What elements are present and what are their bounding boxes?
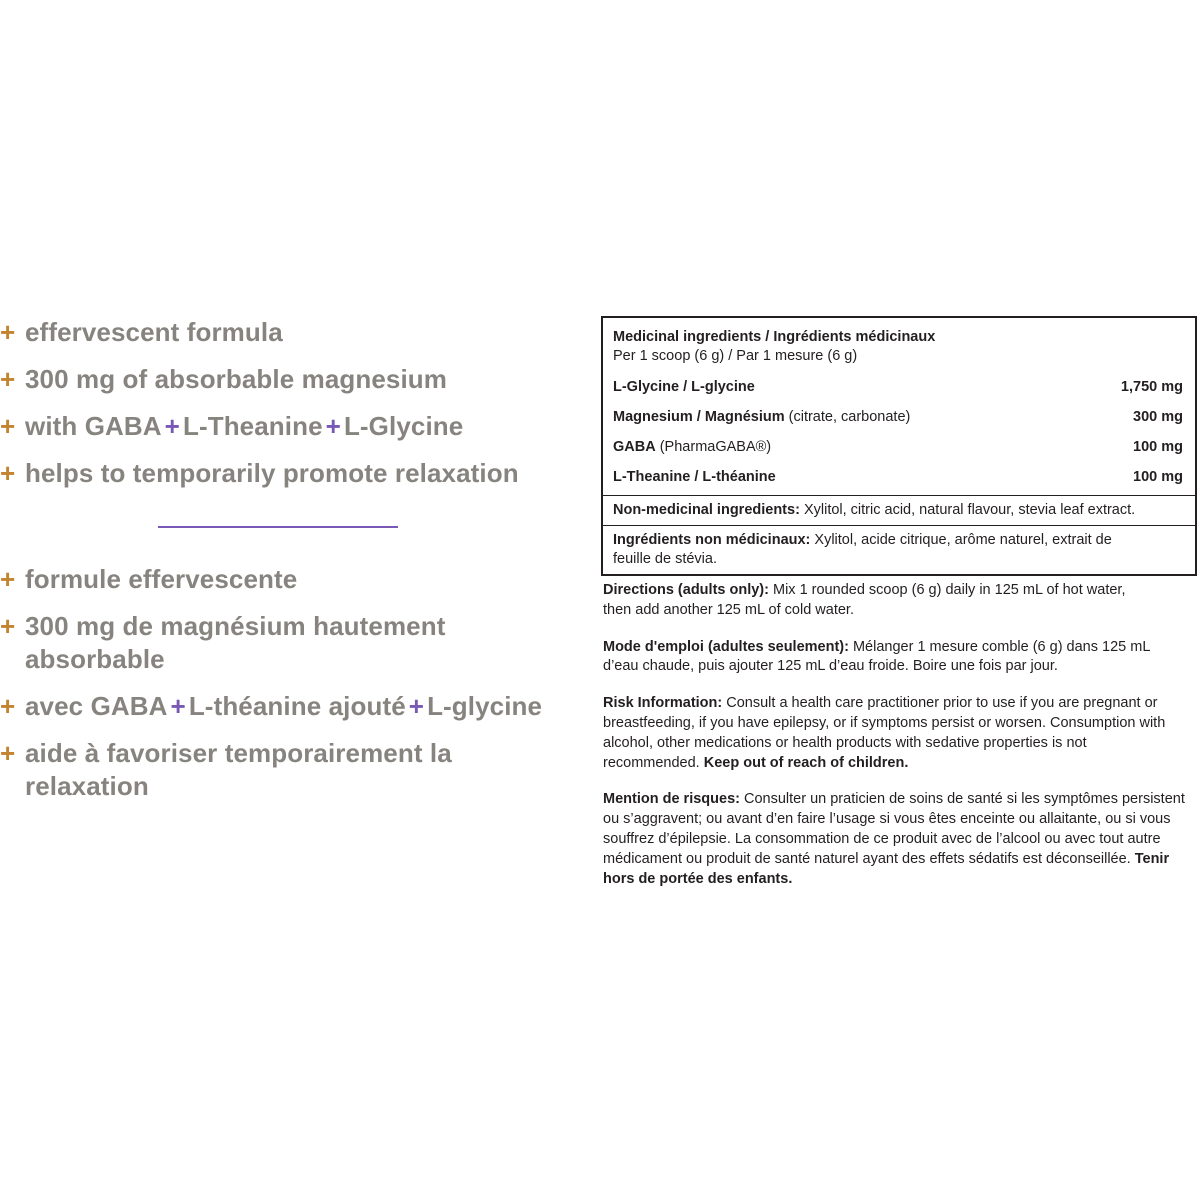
plus-icon: +: [0, 317, 16, 347]
feature-list-fr: [0, 563, 580, 817]
nmi-text: Xylitol, acide citrique, arôme naturel, extrait de feuille de stévia.: [613, 532, 1112, 567]
feature-text: with GABA: [25, 411, 162, 441]
non-medicinal-fr: [603, 526, 1195, 574]
plus-icon: +: [0, 564, 16, 594]
feature-text: 300 mg de magnésium hautement absorbable: [25, 611, 446, 674]
directions-en: [601, 581, 1145, 621]
risk-info-en: [601, 694, 1185, 773]
ingredient-name: L-Theanine / L-théanine: [613, 469, 776, 485]
feature-item: [0, 363, 580, 396]
ingredient-detail: (citrate, carbonate): [784, 409, 911, 425]
plus-icon: +: [0, 458, 16, 488]
ingredient-name: L-Glycine / L-glycine: [613, 379, 755, 395]
directions-text: Mix 1 rounded scoop (6 g) daily in 125 mL of hot water, then add another 125 mL of cold water.: [603, 582, 1126, 618]
ingredient-name-wrap: [613, 462, 776, 492]
ingredient-row: [603, 372, 1195, 402]
ingredient-amount: 1,750 mg: [1120, 379, 1183, 395]
plus-icon: +: [170, 691, 186, 721]
risk-text: Consult a health care practitioner prior to use if you are pregnant or breastfeeding, if you have epilepsy, or if symptoms persist or worsen. Consumption with alcohol, other medications or health products with sedative properties is not recommended.: [603, 695, 1166, 771]
feature-item: [0, 316, 580, 349]
feature-item: [0, 457, 580, 490]
plus-icon: +: [0, 691, 16, 721]
plus-icon: +: [0, 364, 16, 394]
box-header: [603, 318, 1195, 372]
feature-text: avec GABA: [25, 691, 168, 721]
risk-warning: Tenir hors de portée des enfants.: [603, 850, 1170, 887]
risk-label: Risk Information:: [603, 695, 723, 712]
plus-icon: +: [0, 738, 16, 768]
plus-icon: +: [0, 611, 16, 641]
feature-item: [0, 563, 580, 596]
feature-text: 300 mg of absorbable magnesium: [25, 364, 448, 394]
ingredient-name: GABA: [613, 439, 656, 455]
ingredient-amount: 100 mg: [1133, 469, 1183, 485]
ingredient-row: [603, 402, 1195, 432]
ingredient-row: [603, 462, 1195, 495]
ingredient-amount: 100 mg: [1133, 439, 1183, 455]
risk-text: Consulter un praticien de soins de santé si les symptômes persistent ou s’aggravent; ou avant d’en faire l’usage si vous êtes enceinte ou allaitante, ou si vous souffrez d’épilepsie. La consommation de ce produit avec de l’alcool ou avec tout autre médicament ou produit de santé naturel ayant des effets sédatifs est déconseillée.: [603, 791, 1185, 867]
feature-item: [0, 610, 465, 676]
ingredient-name-wrap: [613, 372, 755, 402]
label-panel: [601, 316, 1197, 906]
risk-info-fr: [601, 790, 1199, 889]
ingredient-name-wrap: [613, 402, 910, 432]
directions-label: Directions (adults only):: [603, 582, 769, 598]
feature-text: L-théanine ajouté: [188, 691, 406, 721]
section-divider: [158, 526, 398, 528]
ingredient-detail: (PharmaGABA®): [655, 439, 772, 455]
nmi-text: Xylitol, citric acid, natural flavour, stevia leaf extract.: [799, 502, 1136, 518]
feature-text: formule effervescente: [25, 564, 298, 594]
feature-text: effervescent formula: [25, 317, 283, 347]
feature-text: L-Theanine: [182, 411, 323, 441]
medicinal-ingredients-box: [601, 316, 1197, 576]
feature-text: aide à favoriser temporairement la relaxation: [25, 738, 452, 801]
feature-text: helps to temporarily promote relaxation: [25, 458, 519, 488]
feature-text: L-glycine: [427, 691, 543, 721]
directions-text: Mélanger 1 mesure comble (6 g) dans 125 mL d’eau chaude, puis ajouter 125 mL d’eau froide. Boire une fois par jour.: [603, 638, 1150, 675]
plus-icon: +: [408, 691, 425, 721]
ingredient-name-wrap: [613, 432, 771, 462]
directions-label: Mode d'emploi (adultes seulement):: [603, 638, 849, 655]
feature-item: [0, 690, 580, 723]
ingredient-amount: 300 mg: [1133, 409, 1183, 425]
plus-icon: +: [325, 411, 341, 441]
feature-text: L-Glycine: [343, 411, 464, 441]
ingredient-name: Magnesium / Magnésium: [613, 409, 785, 425]
feature-item: [0, 410, 580, 443]
serving-size: Per 1 scoop (6 g) / Par 1 mesure (6 g): [613, 348, 858, 364]
ingredients-heading: Medicinal ingredients / Ingrédients médicinaux: [613, 329, 936, 345]
risk-warning: Keep out of reach of children.: [703, 754, 909, 771]
risk-label: Mention de risques:: [603, 791, 740, 808]
nmi-label: Ingrédients non médicinaux:: [613, 532, 811, 548]
nmi-label: Non-medicinal ingredients:: [613, 502, 800, 518]
feature-list-en: [0, 316, 580, 504]
plus-icon: +: [0, 411, 16, 441]
feature-item: [0, 737, 455, 803]
ingredient-row: [603, 432, 1195, 462]
non-medicinal-en: [603, 496, 1195, 525]
plus-icon: +: [164, 411, 180, 441]
directions-fr: [601, 638, 1165, 678]
